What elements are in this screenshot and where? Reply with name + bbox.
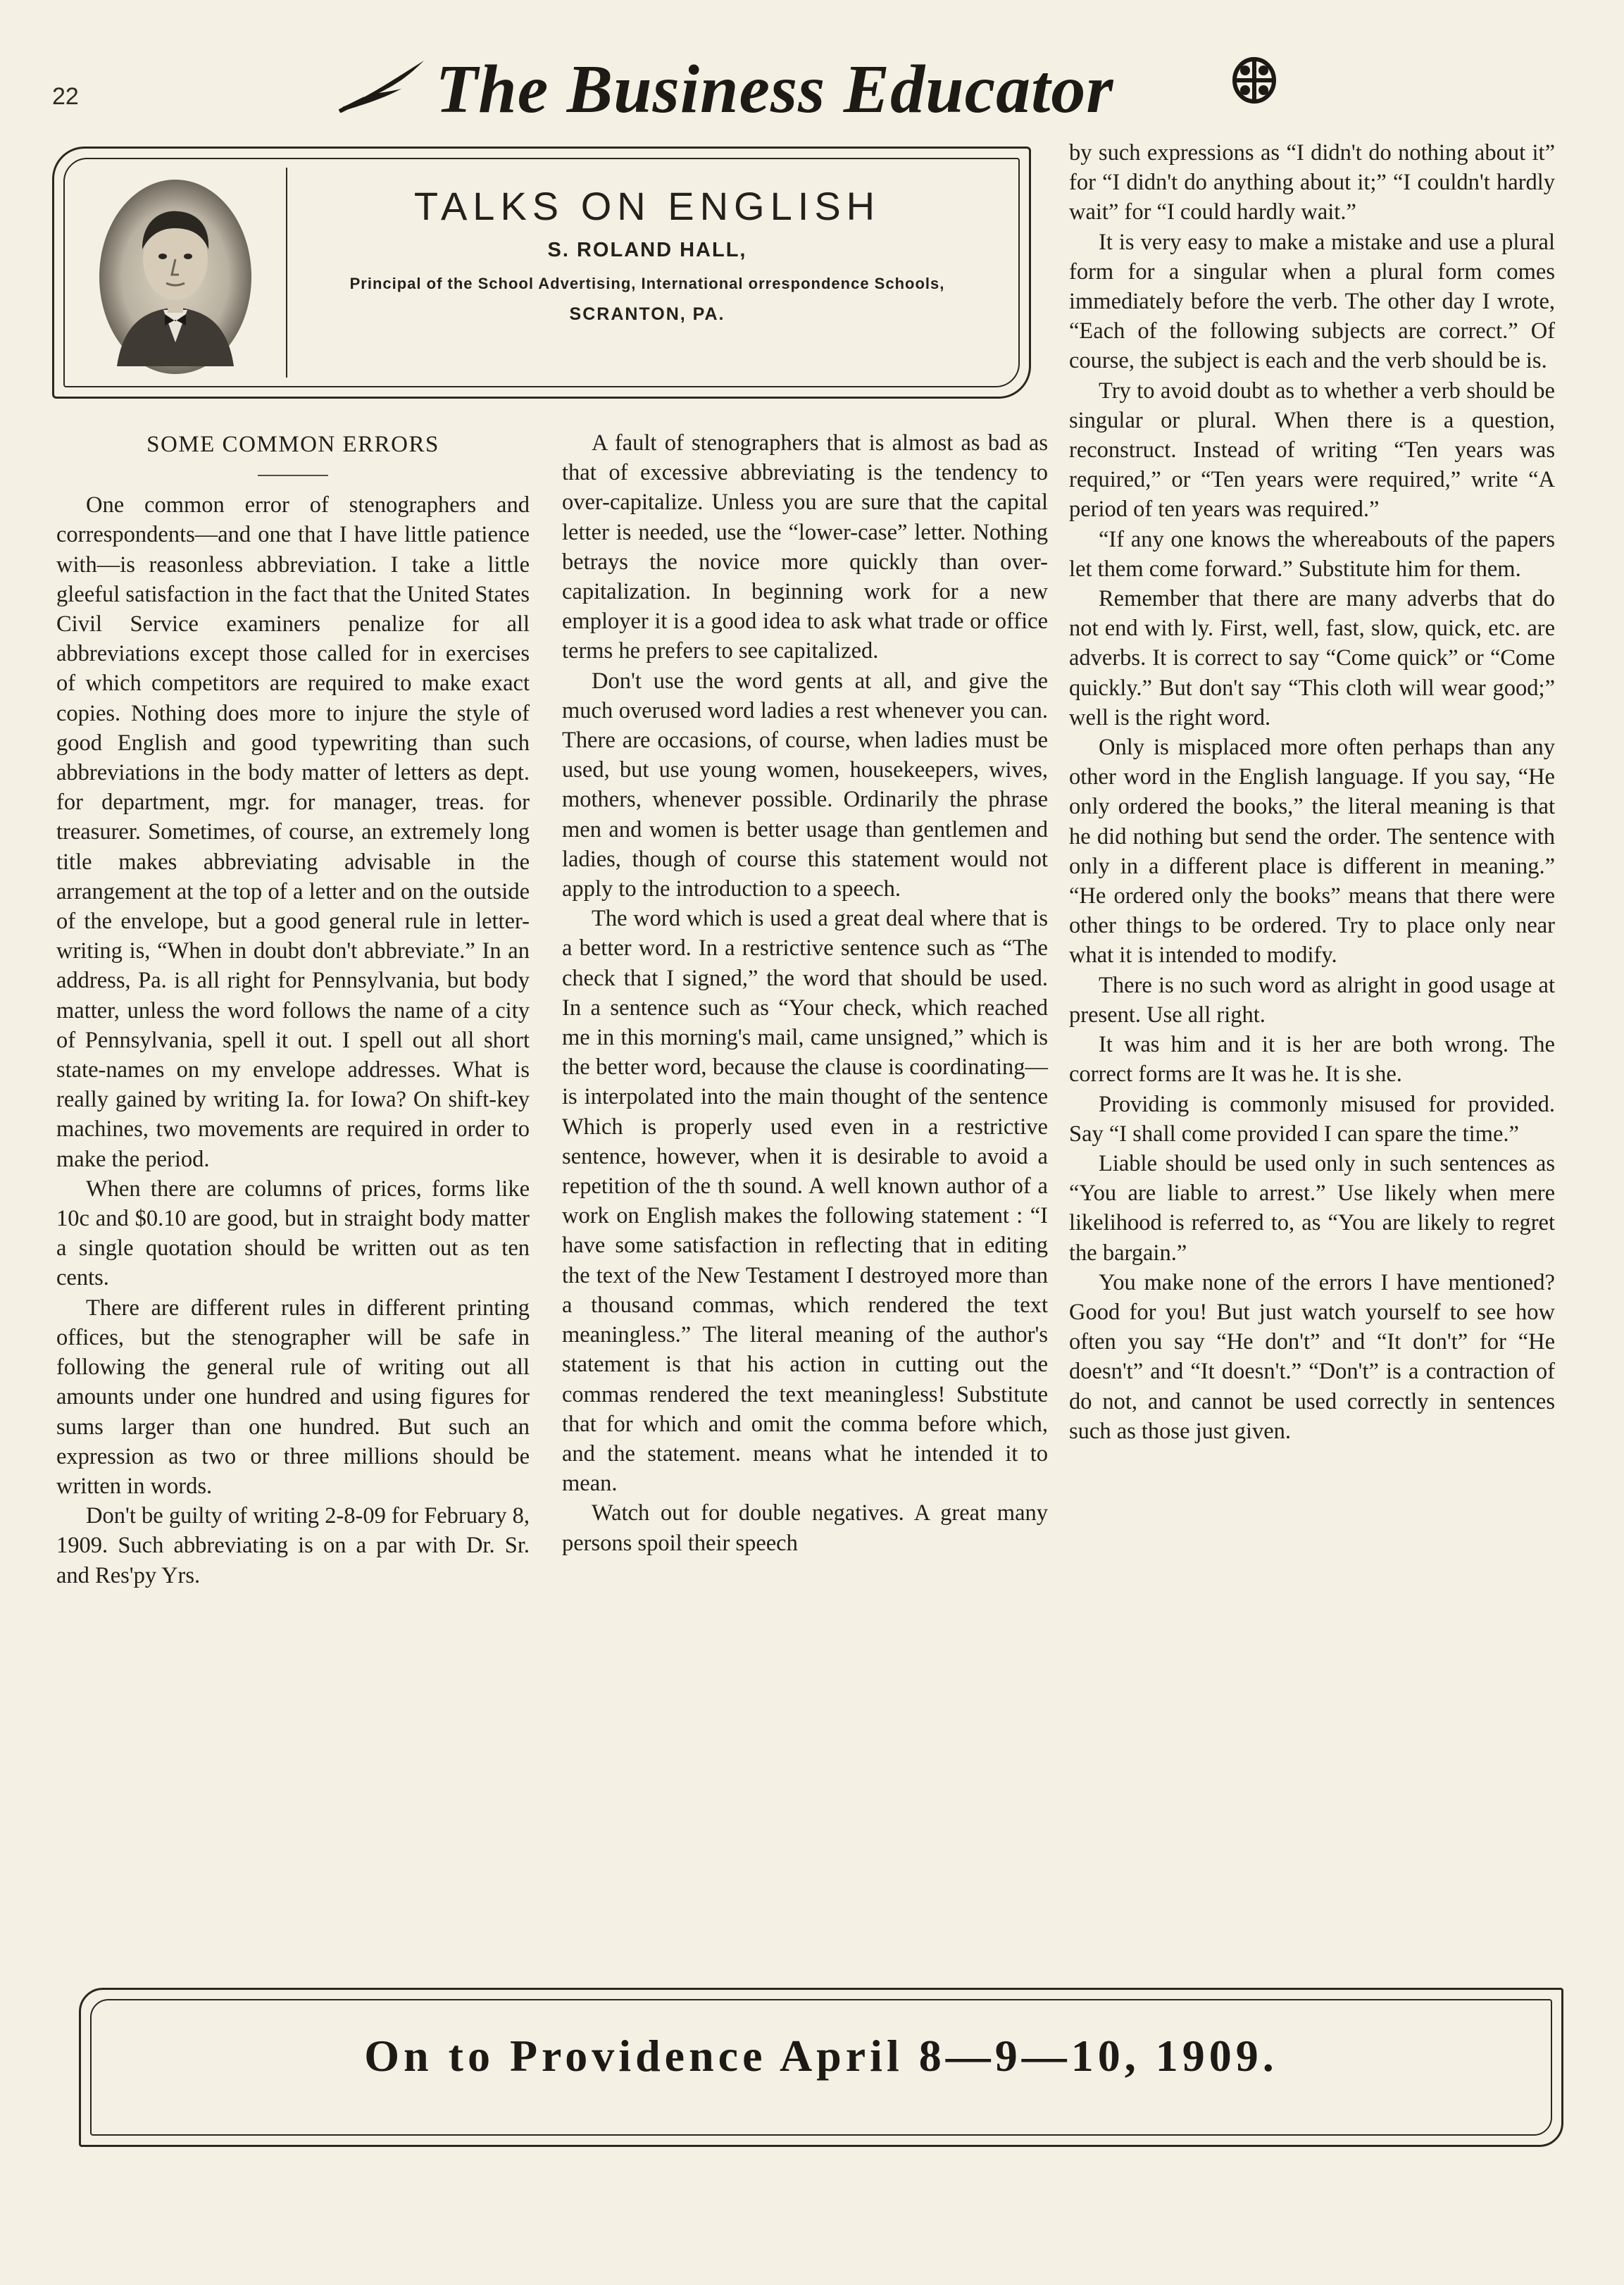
paragraph: A fault of stenographers that is almost as bad as that of excessive abbreviating is the tendency to over-capitalize. Unless you are sure that the capital letter is needed, use the “lower-case” letter. Nothing betrays the novice more quickly than over-capitalization. In beginning work for a new employer it is a good idea to ask what trade or office terms he prefers to see capitalized.: [562, 430, 1048, 664]
paragraph: It was him and it is her are both wrong. The correct forms are It was he. It is she.: [1069, 1032, 1555, 1088]
article-column-3: [1069, 138, 1555, 1446]
masthead-title: The Business Educator: [435, 51, 1114, 127]
paragraph: Watch out for double negatives. A great many persons spoil their speech: [562, 1500, 1048, 1556]
paragraph: The word which is used a great deal where that is a better word. In a restrictive sentence such as “The check that I signed,” the word that should be used. In a sentence such as “Your check, which reached me in this morning's mail, came unsigned,” which is the better word, because the clause is coordinating—is interpolated into the main thought of the sentence Which is properly used even in a restrictive sentence, however, when it is desirable to avoid a repetition of the th sound. A well known author of a work on English makes the following statement : “I have some satisfaction in reflecting that in editing the text of the New Testament I destroyed more than a thousand commas, which rendered the text meaningless.” The literal meaning of the author's statement is that his action in cutting out the commas rendered the text meaningless! Substitute that for which and omit the comma before which, and the statement. means what he intended it to mean.: [562, 906, 1048, 1497]
page-number: 22: [52, 83, 79, 110]
paragraph: Try to avoid doubt as to whether a verb should be singular or plural. When there is a question, reconstruct. Instead of writing “Ten years was required,” or “Ten years were required,” write “A period of ten years was required.”: [1069, 378, 1555, 523]
paragraph: You make none of the errors I have mentioned? Good for you! But just watch yourself to see how often you say “He don't” and “It don't” for “He doesn't” and “It doesn't.” “Don't” is a contraction of do not, and cannot be used correctly in sentences such as those just given.: [1069, 1269, 1555, 1444]
portrait-panel: [75, 168, 287, 378]
paragraph: One common error of stenographers and correspondents—and one that I have little patience with—is reasonless abbreviation. I take a little gleeful satisfaction in the fact that the United States Civil Service examiners penalize for all abbreviations except those called for in exercises of which competitors are required to make exact copies. Nothing does more to injure the style of good English and good typewriting than such abbreviations in the body matter of letters as dept. for department, mgr. for manager, treas. for treasurer. Sometimes, of course, an extremely long title makes abbreviating advisable in the arrangement at the top of a letter and on the outside of the envelope, but a good general rule in letter-writing is, “When in doubt don't abbreviate.” In an address, Pa. is all right for Pennsylvania, but body matter, unless the word follows the name of a city of Pennsylvania, spell it out. I spell out all short state-names on my envelope addresses. What is really gained by writing Ia. for Iowa? On shift-key machines, two movements are required in order to make the period.: [56, 492, 530, 1172]
column-header-box: [52, 147, 1031, 399]
ornament-emblem-icon: [1231, 55, 1278, 106]
section-heading: SOME COMMON ERRORS: [146, 432, 439, 457]
article-column-2: [562, 428, 1048, 1558]
author-location: SCRANTON, PA.: [569, 304, 725, 324]
author-portrait: [96, 176, 255, 378]
paragraph: When there are columns of prices, forms like 10c and $0.10 are good, but in straight body matter a single quotation should be written out as ten cents.: [56, 1176, 530, 1291]
header-text-block: [292, 168, 1003, 325]
author-title: Principal of the School Advertising, International orrespondence Schools,: [349, 275, 945, 292]
paragraph: It is very easy to make a mistake and use a plural form for a singular when a plural form comes immediately before the verb. The other day I wrote, “Each of the following subjects are correct.” Of course, the subject is each and the verb should be is.: [1069, 229, 1555, 374]
paragraph: Liable should be used only in such sentences as “You are liable to arrest.” Use likely when mere likelihood is referred to, as “You are likely to regret the bargain.”: [1069, 1150, 1555, 1266]
banner-text: On to Providence April 8—9—10, 1909.: [364, 2031, 1278, 2081]
author-name: S. ROLAND HALL,: [547, 239, 747, 261]
paragraph: Don't use the word gents at all, and give the much overused word ladies a rest whenever you can. There are occasions, of course, when ladies must be used, but use young women, housekeepers, wives, mothers, whenever possible. Ordinarily the phrase men and women is better usage than gentlemen and ladies, though of course this statement would not apply to the introduction to a speech.: [562, 668, 1048, 902]
article-column-1: [56, 428, 530, 1590]
paragraph: There is no such word as alright in good usage at present. Use all right.: [1069, 972, 1555, 1028]
convention-banner: [79, 1988, 1563, 2147]
paragraph: by such expressions as “I didn't do nothing about it” for “I didn't do anything about it;” “I couldn't hardly wait” for “I could hardly wait.”: [1069, 140, 1555, 225]
paragraph: Providing is commonly misused for provided. Say “I shall come provided I can spare the time.”: [1069, 1091, 1555, 1147]
paragraph: “If any one knows the whereabouts of the papers let them come forward.” Substitute him for them.: [1069, 526, 1555, 582]
paragraph: Remember that there are many adverbs that do not end with ly. First, well, fast, slow, quick, etc. are adverbs. It is correct to say “Come quick” or “Come quickly.” But don't say “This cloth will wear good;” well is the right word.: [1069, 586, 1555, 730]
paragraph: Don't be guilty of writing 2-8-09 for February 8, 1909. Such abbreviating is on a par with Dr. Sr. and Res'py Yrs.: [56, 1503, 530, 1588]
paragraph: There are different rules in different printing offices, but the stenographer will be safe in following the general rule of writing out all amounts under one hundred and using figures for sums larger than one hundred. But such an expression as two or three millions should be written in words.: [56, 1295, 530, 1499]
column-title: TALKS ON ENGLISH: [413, 184, 881, 228]
section-divider: [258, 475, 328, 476]
paragraph: Only is misplaced more often perhaps than any other word in the English language. If you say, “He only ordered the books,” the literal meaning is that he did nothing but send the order. The sentence with only in a different place is different in meaning.” “He ordered only the books” means that there were other things to be ordered. Try to place only near what it is intended to modify.: [1069, 735, 1555, 969]
